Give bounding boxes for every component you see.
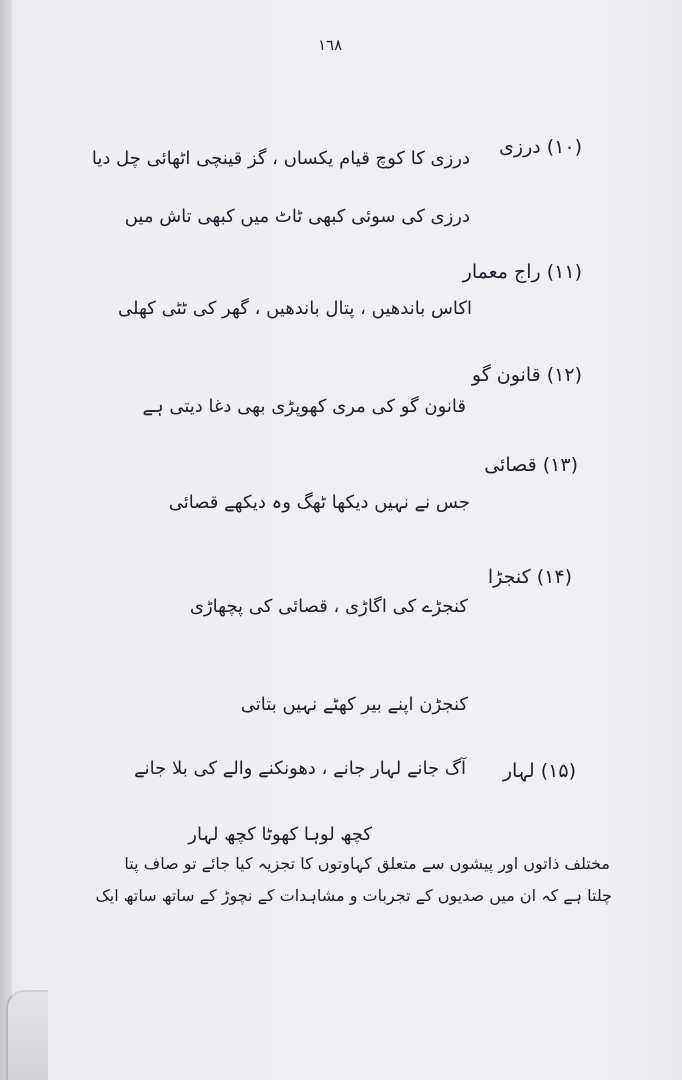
entry-heading-12: (۱۲) قانون گو (471, 364, 582, 386)
paragraph-line-1: مختلف ذاتوں اور پیشوں سے متعلق کہاوتوں کا تجزیہ کیا جائے تو صاف پتا (124, 854, 610, 873)
page-corner-fold (6, 990, 48, 1080)
page-spine-shadow (0, 0, 12, 1080)
entry-heading-14: (۱۴) کنجڑا (487, 566, 572, 588)
paragraph-line-2: چلتا ہے کہ ان میں صدیوں کے تجربات و مشاہدات کے نچوڑ کے ساتھ ساتھ ایک (95, 886, 612, 905)
entry-heading-11: (۱۱) راج معمار (462, 261, 582, 283)
entry-line-14-1: کنجڑے کی اگاڑی ، قصائی کی پچھاڑی (189, 596, 468, 617)
entry-line-14-2: کنجڑن اپنے بیر کھٹے نہیں بتاتی (240, 694, 468, 715)
entry-heading-10: (۱۰) درزی (499, 136, 582, 158)
page-number: ١٦٨ (318, 36, 343, 54)
entry-line-11-1: اکاس باندھیں ، پتال باندھیں ، گھر کی ٹٹی کھلی (118, 298, 472, 319)
entry-line-15-2: کچھ لوہا کھوٹا کچھ لہار (188, 824, 372, 845)
entry-line-10-2: درزی کی سوئی کبھی ٹاٹ میں کبھی تاش میں (124, 206, 470, 227)
entry-heading-13: (۱۳) قصائی (484, 454, 578, 476)
entry-line-15-1: آگ جانے لہار جانے ، دھونکنے والے کی بلا جانے (134, 758, 466, 779)
entry-line-12-1: قانون گو کی مری کھوپڑی بھی دغا دیتی ہے (142, 396, 466, 417)
entry-line-13-1: جس نے نہیں دیکھا ٹھگ وہ دیکھے قصائی (168, 492, 470, 513)
entry-line-10-1: درزی کا کوچ قیام یکساں ، گز قینچی اٹھائی چل دیا (91, 148, 470, 169)
entry-heading-15: (۱۵) لہار (502, 760, 576, 782)
